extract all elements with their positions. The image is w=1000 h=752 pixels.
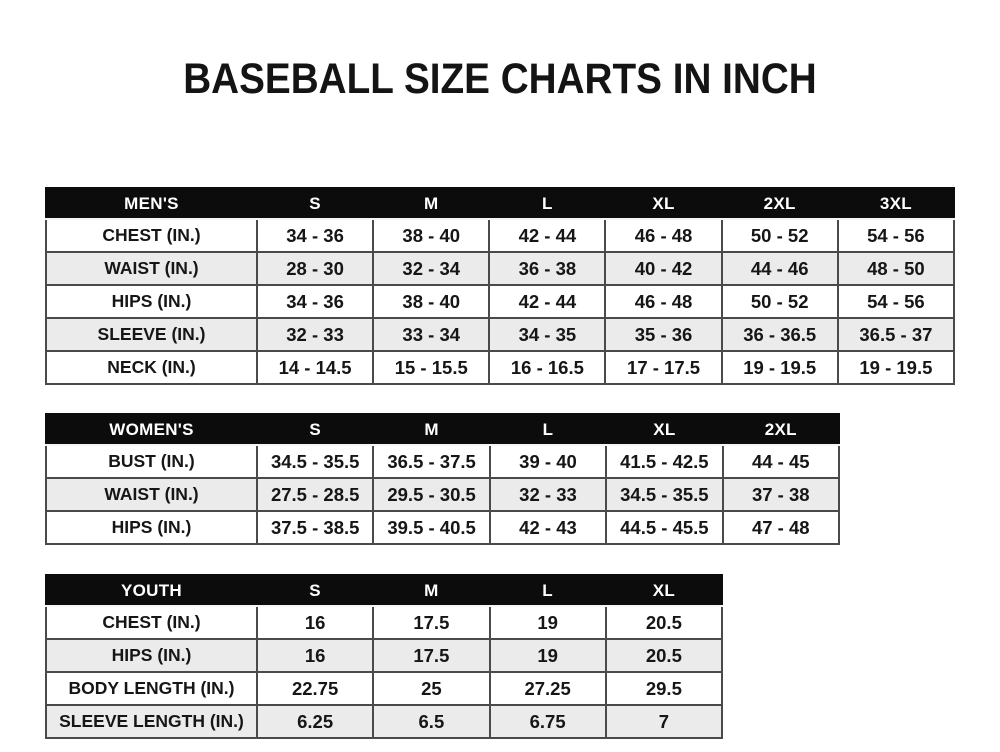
mens-table-row xyxy=(46,351,954,384)
size-value: 50 - 52 xyxy=(722,285,838,318)
size-value: 38 - 40 xyxy=(373,285,489,318)
womens-size-header-2xl: 2XL xyxy=(723,414,839,445)
size-value: 40 - 42 xyxy=(605,252,721,285)
size-value: 38 - 40 xyxy=(373,219,489,252)
size-value: 34 - 35 xyxy=(489,318,605,351)
size-value: 54 - 56 xyxy=(838,219,954,252)
size-value: 27.25 xyxy=(490,672,606,705)
womens-table-row xyxy=(46,511,839,544)
measurement-label: HIPS (IN.) xyxy=(46,639,257,672)
size-value: 36 - 38 xyxy=(489,252,605,285)
size-value: 36.5 - 37.5 xyxy=(373,445,489,478)
size-value: 44 - 45 xyxy=(723,445,839,478)
womens-size-header-s: S xyxy=(257,414,373,445)
size-value: 47 - 48 xyxy=(723,511,839,544)
size-value: 39 - 40 xyxy=(490,445,606,478)
size-value: 16 - 16.5 xyxy=(489,351,605,384)
size-value: 54 - 56 xyxy=(838,285,954,318)
youth-table-row xyxy=(46,672,722,705)
size-value: 17.5 xyxy=(373,639,489,672)
womens-table-row xyxy=(46,478,839,511)
measurement-label: CHEST (IN.) xyxy=(46,606,257,639)
youth-size-table xyxy=(45,574,723,739)
size-value: 34 - 36 xyxy=(257,219,373,252)
size-value: 7 xyxy=(606,705,722,738)
womens-size-table xyxy=(45,413,840,545)
size-value: 48 - 50 xyxy=(838,252,954,285)
measurement-label: WAIST (IN.) xyxy=(46,478,257,511)
size-value: 37.5 - 38.5 xyxy=(257,511,373,544)
measurement-label: SLEEVE (IN.) xyxy=(46,318,257,351)
mens-size-header-xl: XL xyxy=(605,188,721,219)
title-wrap xyxy=(0,0,1000,103)
size-value: 20.5 xyxy=(606,606,722,639)
size-value: 15 - 15.5 xyxy=(373,351,489,384)
size-value: 46 - 48 xyxy=(605,285,721,318)
size-value: 16 xyxy=(257,606,373,639)
mens-table-row xyxy=(46,285,954,318)
measurement-label: CHEST (IN.) xyxy=(46,219,257,252)
mens-table-row xyxy=(46,219,954,252)
mens-size-header-s: S xyxy=(257,188,373,219)
size-tables-container xyxy=(45,187,1000,739)
size-value: 42 - 43 xyxy=(490,511,606,544)
mens-size-header-m: M xyxy=(373,188,489,219)
measurement-label: HIPS (IN.) xyxy=(46,511,257,544)
youth-table-title: YOUTH xyxy=(46,575,257,606)
youth-header-row xyxy=(46,575,722,606)
size-value: 28 - 30 xyxy=(257,252,373,285)
mens-table-title: MEN'S xyxy=(46,188,257,219)
size-value: 44.5 - 45.5 xyxy=(606,511,722,544)
measurement-label: BUST (IN.) xyxy=(46,445,257,478)
size-value: 34.5 - 35.5 xyxy=(257,445,373,478)
mens-header-row xyxy=(46,188,954,219)
mens-size-header-3xl: 3XL xyxy=(838,188,954,219)
size-value: 27.5 - 28.5 xyxy=(257,478,373,511)
size-value: 32 - 33 xyxy=(257,318,373,351)
size-value: 20.5 xyxy=(606,639,722,672)
size-value: 32 - 34 xyxy=(373,252,489,285)
mens-size-table xyxy=(45,187,955,385)
size-value: 42 - 44 xyxy=(489,219,605,252)
size-value: 35 - 36 xyxy=(605,318,721,351)
size-value: 6.75 xyxy=(490,705,606,738)
size-value: 39.5 - 40.5 xyxy=(373,511,489,544)
size-value: 6.5 xyxy=(373,705,489,738)
size-value: 25 xyxy=(373,672,489,705)
size-value: 29.5 - 30.5 xyxy=(373,478,489,511)
womens-header-row xyxy=(46,414,839,445)
womens-size-header-xl: XL xyxy=(606,414,722,445)
size-value: 17.5 xyxy=(373,606,489,639)
size-value: 29.5 xyxy=(606,672,722,705)
size-value: 37 - 38 xyxy=(723,478,839,511)
size-value: 19 xyxy=(490,639,606,672)
youth-size-header-m: M xyxy=(373,575,489,606)
youth-size-header-s: S xyxy=(257,575,373,606)
size-value: 16 xyxy=(257,639,373,672)
womens-size-header-m: M xyxy=(373,414,489,445)
measurement-label: WAIST (IN.) xyxy=(46,252,257,285)
size-value: 19 xyxy=(490,606,606,639)
size-value: 19 - 19.5 xyxy=(838,351,954,384)
size-value: 34.5 - 35.5 xyxy=(606,478,722,511)
page-title: BASEBALL SIZE CHARTS IN INCH xyxy=(183,55,817,103)
size-value: 41.5 - 42.5 xyxy=(606,445,722,478)
size-value: 36 - 36.5 xyxy=(722,318,838,351)
size-value: 22.75 xyxy=(257,672,373,705)
womens-size-header-l: L xyxy=(490,414,606,445)
size-value: 50 - 52 xyxy=(722,219,838,252)
youth-table-row xyxy=(46,705,722,738)
size-value: 6.25 xyxy=(257,705,373,738)
size-value: 19 - 19.5 xyxy=(722,351,838,384)
womens-table-title: WOMEN'S xyxy=(46,414,257,445)
size-value: 33 - 34 xyxy=(373,318,489,351)
womens-table-row xyxy=(46,445,839,478)
mens-table-row xyxy=(46,318,954,351)
size-value: 44 - 46 xyxy=(722,252,838,285)
measurement-label: HIPS (IN.) xyxy=(46,285,257,318)
measurement-label: NECK (IN.) xyxy=(46,351,257,384)
size-value: 32 - 33 xyxy=(490,478,606,511)
measurement-label: SLEEVE LENGTH (IN.) xyxy=(46,705,257,738)
youth-size-header-xl: XL xyxy=(606,575,722,606)
size-value: 42 - 44 xyxy=(489,285,605,318)
size-value: 17 - 17.5 xyxy=(605,351,721,384)
youth-table-row xyxy=(46,639,722,672)
size-value: 46 - 48 xyxy=(605,219,721,252)
mens-table-row xyxy=(46,252,954,285)
size-value: 36.5 - 37 xyxy=(838,318,954,351)
size-value: 34 - 36 xyxy=(257,285,373,318)
youth-size-header-l: L xyxy=(490,575,606,606)
youth-table-row xyxy=(46,606,722,639)
size-value: 14 - 14.5 xyxy=(257,351,373,384)
mens-size-header-l: L xyxy=(489,188,605,219)
measurement-label: BODY LENGTH (IN.) xyxy=(46,672,257,705)
mens-size-header-2xl: 2XL xyxy=(722,188,838,219)
